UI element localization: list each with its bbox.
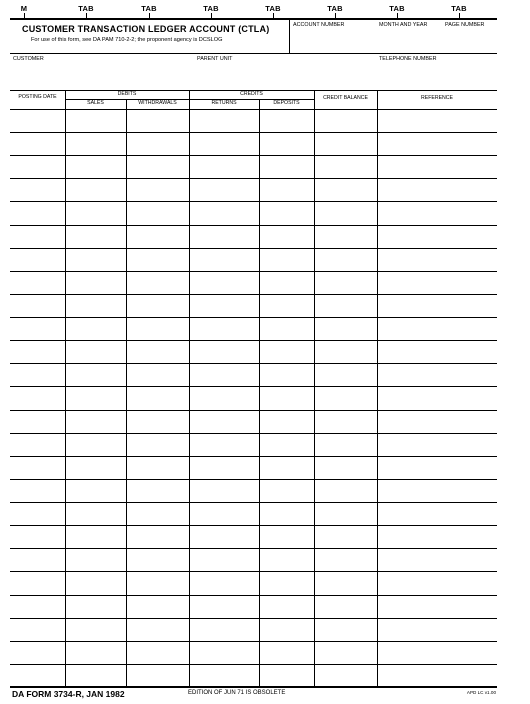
ledger-row-rule <box>10 571 497 572</box>
ledger-row-rule <box>10 618 497 619</box>
ledger-row-rule <box>10 433 497 434</box>
header-divider <box>289 20 290 53</box>
group-header-rule <box>65 99 314 100</box>
col-header-returns: RETURNS <box>211 100 237 106</box>
ledger-row-rule <box>10 664 497 665</box>
apd-version: APD LC v1.00 <box>466 690 496 695</box>
ledger-row-rule <box>10 479 497 480</box>
ledger-row-rule <box>10 132 497 133</box>
column-divider <box>377 90 378 687</box>
bottom-rule <box>10 686 497 688</box>
column-divider <box>314 90 315 687</box>
col-group-debits: DEBITS <box>117 91 137 97</box>
form-subtitle: For use of this form, see DA PAM 710-2-2; the proponent agency is DCSLOG <box>31 37 223 43</box>
ledger-row-rule <box>10 271 497 272</box>
ledger-row-rule <box>10 595 497 596</box>
header-bottom-rule <box>10 53 497 54</box>
col-group-credits: CREDITS <box>240 91 263 97</box>
top-rule <box>10 18 497 20</box>
ledger-table <box>10 90 497 687</box>
ledger-row-rule <box>10 109 497 110</box>
tab-marker-m: M <box>20 4 28 13</box>
customer-field[interactable]: CUSTOMER <box>13 56 44 62</box>
ledger-row-rule <box>10 225 497 226</box>
ledger-row-rule <box>10 410 497 411</box>
ledger-row-rule <box>10 201 497 202</box>
parent-unit-field[interactable]: PARENT UNIT <box>197 56 233 62</box>
ledger-row-rule <box>10 641 497 642</box>
ledger-row-rule <box>10 363 497 364</box>
column-divider <box>65 90 66 687</box>
col-header-sales: SALES <box>87 100 104 106</box>
ledger-row-rule <box>10 178 497 179</box>
tab-marker: TAB <box>389 4 405 13</box>
edition-note: EDITION OF JUN 71 IS OBSOLETE <box>188 690 286 696</box>
tab-marker: TAB <box>451 4 467 13</box>
col-header-posting-date: POSTING DATE <box>18 94 57 100</box>
tab-marker: TAB <box>203 4 219 13</box>
col-header-deposits: DEPOSITS <box>273 100 300 106</box>
month-and-year-field[interactable]: MONTH AND YEAR <box>379 22 428 28</box>
ledger-row-rule <box>10 317 497 318</box>
account-number-field[interactable]: ACCOUNT NUMBER <box>293 22 345 28</box>
ledger-row-rule <box>10 502 497 503</box>
table-top-rule <box>10 90 497 91</box>
col-header-withdrawals: WITHDRAWALS <box>138 100 177 106</box>
tab-marker: TAB <box>265 4 281 13</box>
page-number-field[interactable]: PAGE NUMBER <box>445 22 485 28</box>
column-divider <box>189 90 190 687</box>
tab-marker: TAB <box>327 4 343 13</box>
ledger-row-rule <box>10 248 497 249</box>
ledger-row-rule <box>10 548 497 549</box>
ledger-row-rule <box>10 525 497 526</box>
ledger-row-rule <box>10 294 497 295</box>
ledger-row-rule <box>10 155 497 156</box>
telephone-number-field[interactable]: TELEPHONE NUMBER <box>379 56 437 62</box>
column-divider <box>259 99 260 687</box>
ledger-row-rule <box>10 340 497 341</box>
form-identifier: DA FORM 3734-R, JAN 1982 <box>12 689 125 699</box>
ledger-row-rule <box>10 386 497 387</box>
column-divider <box>126 99 127 687</box>
tab-marker: TAB <box>78 4 94 13</box>
form-title: CUSTOMER TRANSACTION LEDGER ACCOUNT (CTLA) <box>22 24 270 34</box>
tab-marker: TAB <box>141 4 157 13</box>
col-header-reference: REFERENCE <box>421 95 453 101</box>
ledger-row-rule <box>10 456 497 457</box>
col-header-credit-balance: CREDIT BALANCE <box>323 95 368 101</box>
